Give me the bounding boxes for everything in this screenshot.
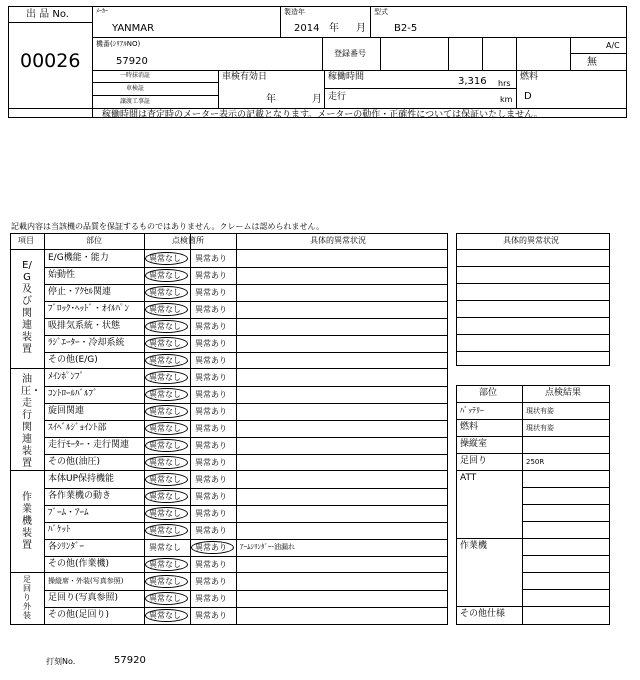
result-header: 点検結果 — [545, 388, 582, 398]
status-ng: 異常あり — [195, 543, 227, 552]
status-ok: 異常なし — [149, 356, 181, 365]
row-part: 旋回関連 — [48, 406, 85, 416]
result-part-att: ATT — [460, 473, 477, 483]
fuel-value: D — [524, 91, 532, 102]
status-ng: 異常あり — [195, 441, 227, 450]
model-value: B2-5 — [394, 23, 418, 34]
selected-status-oval — [191, 541, 234, 554]
result-value-battery: 現状有姿 — [526, 407, 554, 415]
status-ng: 異常あり — [195, 458, 227, 467]
status-ok: 異常なし — [149, 271, 181, 280]
status-ok: 異常なし — [149, 424, 181, 433]
section-label-work-equipment: 作業機装置 — [22, 492, 32, 551]
row-part: ﾌﾞｰﾑ・ｱｰﾑ — [48, 508, 89, 518]
selected-status-oval — [145, 252, 188, 265]
status-ok: 異常なし — [149, 390, 181, 399]
status-ng: 異常あり — [195, 254, 227, 263]
fuel-label: 燃料 — [520, 72, 539, 82]
status-ok: 異常なし — [149, 594, 181, 603]
status-ng: 異常あり — [195, 594, 227, 603]
row-part: その他(E/G) — [48, 355, 98, 365]
registration-label: 登録番号 — [334, 49, 366, 58]
selected-status-oval — [145, 337, 188, 350]
row-part: 走行ﾓｰﾀｰ・走行関連 — [48, 440, 130, 450]
selected-status-oval — [145, 303, 188, 316]
row-part: ｽｲﾍﾞﾙｼﾞｮｲﾝﾄ部 — [48, 423, 107, 433]
status-ng: 異常あり — [195, 492, 227, 501]
status-ng: 異常あり — [195, 475, 227, 484]
selected-status-oval — [145, 388, 188, 401]
selected-status-oval — [145, 575, 188, 588]
mileage-label: 走行 — [328, 92, 347, 102]
selected-status-oval — [145, 473, 188, 486]
row-part: 操縦席・外装(写真参照) — [48, 577, 124, 585]
inspection-header: 点検箇所 — [172, 236, 204, 245]
result-part-header: 部位 — [479, 388, 498, 398]
hours-value: 3,316 — [458, 76, 487, 87]
result-value-fuel: 現状有姿 — [526, 424, 554, 432]
result-part-fuel: 燃料 — [460, 422, 479, 432]
status-ng: 異常あり — [195, 271, 227, 280]
hours-unit: hrs — [498, 79, 511, 88]
result-value-undercarriage: 250R — [526, 458, 545, 466]
inspection-expiry-label: 車検有効日 — [222, 72, 268, 82]
status-ng: 異常あり — [195, 339, 227, 348]
model-label: 型式 — [374, 8, 388, 16]
row-part: 吸排気系統・状態 — [48, 321, 121, 331]
selected-status-oval — [145, 558, 188, 571]
temp-permit-label: 一時抹消証 — [120, 72, 151, 79]
result-part-battery: ﾊﾞｯﾃﾘｰ — [460, 406, 484, 415]
selected-status-oval — [145, 490, 188, 503]
status-ok: 異常なし — [149, 475, 181, 484]
year-value: 2014 — [294, 23, 320, 34]
result-part-undercarriage: 足回り — [460, 456, 488, 466]
extra-details-header: 具体的異常状況 — [503, 236, 559, 245]
result-part-work-equipment: 作業機 — [460, 541, 488, 551]
status-ok: 異常なし — [149, 288, 181, 297]
row-part: 足回り(写真参照) — [48, 593, 119, 603]
row-part: 本体UP保持機能 — [48, 474, 115, 484]
status-ok: 異常なし — [149, 560, 181, 569]
row-part: ﾌﾞﾛｯｸ･ﾍｯﾄﾞ・ｵｲﾙﾊﾟﾝ — [48, 304, 130, 314]
selected-status-oval — [145, 592, 188, 605]
expiry-year-unit: 年 — [266, 94, 276, 105]
hours-label: 稼働時間 — [328, 72, 365, 82]
row-part: 停止・ｱｸｾﾙ関連 — [48, 287, 112, 297]
stamp-label: 打刻No. — [46, 657, 76, 666]
status-ok: 異常なし — [149, 441, 181, 450]
part-header: 部位 — [86, 236, 102, 245]
row-part: ﾊﾞｹｯﾄ — [48, 525, 71, 535]
stamp-value: 57920 — [114, 655, 146, 666]
selected-status-oval — [145, 269, 188, 282]
selected-status-oval — [145, 456, 188, 469]
maker-label: ﾒｰｶｰ — [96, 8, 109, 15]
row-part: その他(油圧) — [48, 457, 101, 467]
selected-status-oval — [145, 320, 188, 333]
status-ok: 異常なし — [149, 577, 181, 586]
inspection-cert-label: 車検証 — [126, 85, 145, 92]
expiry-month-unit: 月 — [312, 94, 322, 105]
status-ok: 異常なし — [149, 543, 181, 552]
status-ng: 異常あり — [195, 390, 227, 399]
status-ng: 異常あり — [195, 509, 227, 518]
row-part: その他(足回り) — [48, 610, 110, 620]
row-part: 各ｼﾘﾝﾀﾞｰ — [48, 542, 85, 552]
row-part: その他(作業機) — [48, 559, 110, 569]
selected-status-oval — [145, 609, 188, 622]
status-ng: 異常あり — [195, 560, 227, 569]
selected-status-oval — [145, 422, 188, 435]
status-ng: 異常あり — [195, 305, 227, 314]
status-ok: 異常なし — [149, 526, 181, 535]
row-part: 始動性 — [48, 270, 76, 280]
status-ok: 異常なし — [149, 509, 181, 518]
status-ok: 異常なし — [149, 458, 181, 467]
year-unit: 年 — [329, 23, 339, 34]
section-label-hydraulic: 油圧・走行関連装置 — [21, 374, 41, 469]
item-header: 項目 — [18, 236, 34, 245]
status-ng: 異常あり — [195, 288, 227, 297]
year-label: 製造年 — [284, 8, 305, 16]
selected-status-oval — [145, 507, 188, 520]
hours-note: 稼働時間は査定時のメーター表示の記載となります。メーターの動作・正確性については保証いたしません。 — [102, 110, 543, 120]
selected-status-oval — [145, 405, 188, 418]
section-label-undercarriage: 足回り外装 — [23, 575, 31, 620]
status-ok: 異常なし — [149, 373, 181, 382]
status-ng: 異常あり — [195, 407, 227, 416]
km-unit: km — [500, 95, 513, 104]
row-part: ﾗｼﾞｴｰﾀｰ・冷却系統 — [48, 338, 125, 348]
month-unit: 月 — [356, 23, 366, 34]
status-ng: 異常あり — [195, 577, 227, 586]
transfer-cert-label: 譲渡工事証 — [120, 98, 151, 105]
status-ok: 異常なし — [149, 339, 181, 348]
maker-value: YANMAR — [112, 23, 155, 34]
status-ng: 異常あり — [195, 322, 227, 331]
status-ok: 異常なし — [149, 305, 181, 314]
status-ng: 異常あり — [195, 356, 227, 365]
status-ok: 異常なし — [149, 322, 181, 331]
status-ok: 異常なし — [149, 611, 181, 620]
ac-label: A/C — [606, 41, 620, 50]
result-part-cab: 操縦室 — [460, 439, 488, 449]
status-ng: 異常あり — [195, 373, 227, 382]
status-ng: 異常あり — [195, 424, 227, 433]
row-detail: ｱｰﾑｼﾘﾝﾀﾞｰ-油漏れ — [240, 543, 296, 551]
details-header: 具体的異常状況 — [310, 236, 366, 245]
lot-number: 00026 — [20, 50, 81, 72]
serial-label: 機番(ｼﾘｱﾙNO) — [96, 40, 141, 48]
ac-value: 無 — [587, 57, 597, 68]
selected-status-oval — [145, 524, 188, 537]
section-label-engine: E/G及び関連装置 — [22, 260, 32, 355]
lot-label: 出 品 No. — [26, 9, 69, 20]
status-ok: 異常なし — [149, 492, 181, 501]
status-ng: 異常あり — [195, 526, 227, 535]
row-part: E/G機能・能力 — [48, 253, 109, 263]
selected-status-oval — [145, 354, 188, 367]
row-part: ｺﾝﾄﾛｰﾙﾊﾞﾙﾌﾞ — [48, 389, 98, 399]
selected-status-oval — [145, 439, 188, 452]
selected-status-oval — [145, 371, 188, 384]
status-ok: 異常なし — [149, 407, 181, 416]
status-ng: 異常あり — [195, 611, 227, 620]
result-part-other-specs: その他仕様 — [460, 609, 506, 619]
selected-status-oval — [145, 286, 188, 299]
row-part: ﾒｲﾝﾎﾟﾝﾌﾟ — [48, 372, 85, 382]
serial-value: 57920 — [116, 56, 148, 67]
row-part: 各作業機の動き — [48, 491, 112, 501]
status-ok: 異常なし — [149, 254, 181, 263]
disclaimer: 記載内容は当該機の品質を保証するものではありません。クレームは認められません。 — [11, 222, 324, 231]
